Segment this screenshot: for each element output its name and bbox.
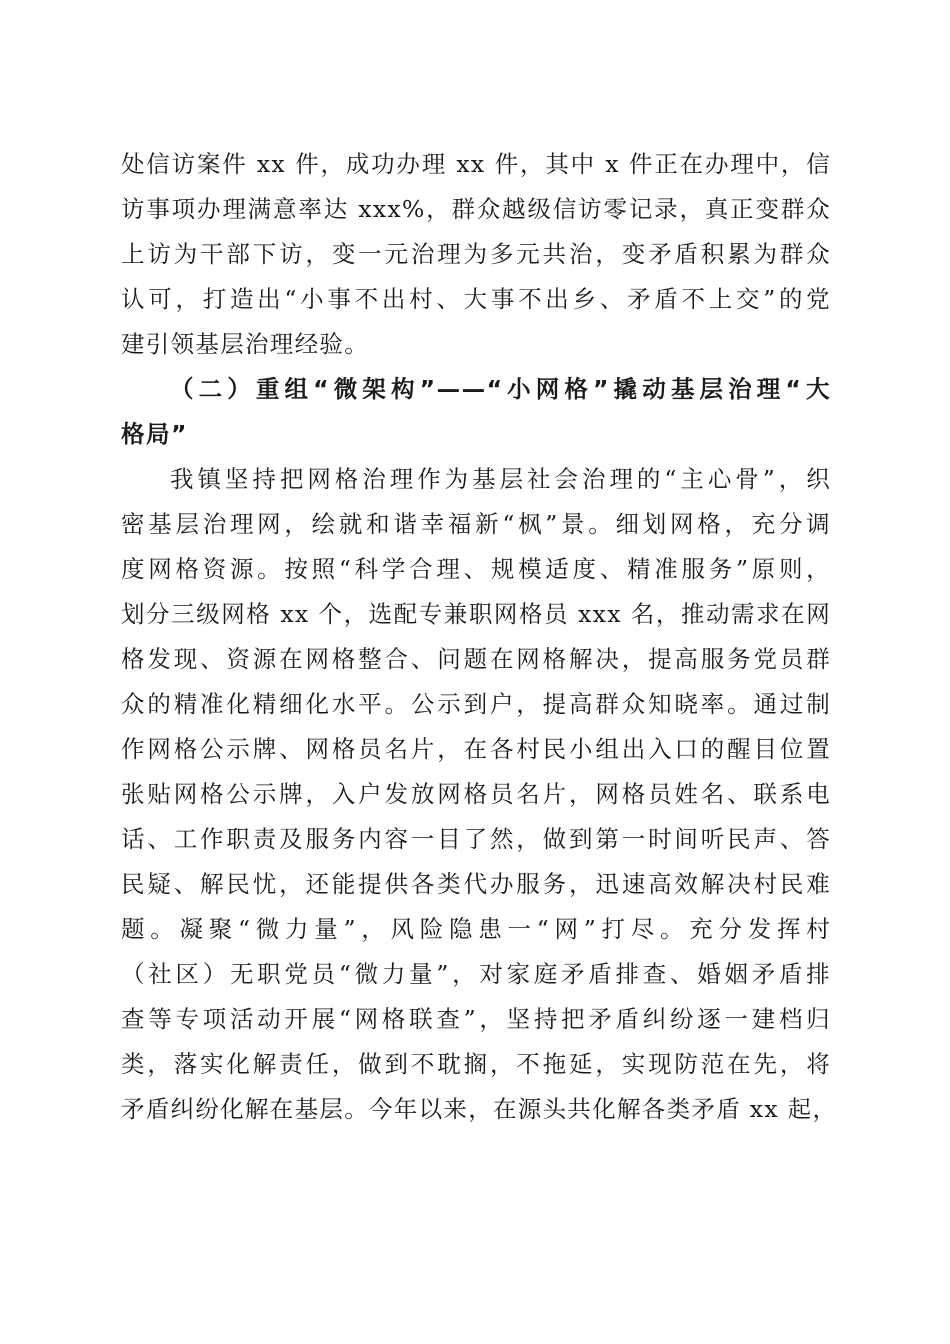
text-line: 题。凝聚“微力量”，风险隐患一“网”打尽。充分发挥村 — [121, 915, 831, 943]
heading-line: 格局” — [121, 420, 188, 448]
paragraph-continued — [121, 142, 831, 367]
text-line: 话、工作职责及服务内容一目了然，做到第一时间听民声、答 — [121, 825, 831, 853]
text-line: 划分三级网格 xx 个，选配专兼职网格员 xxx 名，推动需求在网 — [121, 600, 831, 628]
text-line: 格发现、资源在网格整合、问题在网格解决，提高服务党员群 — [121, 645, 831, 673]
text-line: 度网格资源。按照“科学合理、规模适度、精准服务”原则， — [121, 555, 831, 583]
paragraph-grid-governance — [121, 457, 838, 1132]
text-line: 我镇坚持把网格治理作为基层社会治理的“主心骨”，织 — [170, 465, 831, 493]
text-line: 矛盾纠纷化解在基层。今年以来，在源头共化解各类矛盾 xx 起， — [121, 1095, 838, 1123]
text-line: 上访为干部下访，变一元治理为多元共治，变矛盾积累为群众 — [121, 240, 831, 268]
text-line: 民疑、解民忧，还能提供各类代办服务，迅速高效解决村民难 — [121, 870, 831, 898]
text-line: 作网格公示牌、网格员名片，在各村民小组出入口的醒目位置 — [121, 735, 831, 763]
text-line: 张贴网格公示牌，入户发放网格员名片，网格员姓名、联系电 — [121, 780, 831, 808]
section-heading — [121, 367, 831, 457]
text-line: 密基层治理网，绘就和谐幸福新“枫”景。细划网格，充分调 — [121, 510, 831, 538]
text-line: 建引领基层治理经验。 — [121, 330, 369, 358]
document-body — [121, 142, 838, 1132]
text-line: 访事项办理满意率达 xxx%，群众越级信访零记录，真正变群众 — [121, 195, 831, 223]
text-line: 查等专项活动开展“网格联查”，坚持把矛盾纠纷逐一建档归 — [121, 1005, 831, 1033]
text-line: （社区）无职党员“微力量”，对家庭矛盾排查、婚姻矛盾排 — [121, 960, 831, 988]
text-line: 处信访案件 xx 件，成功办理 xx 件，其中 x 件正在办理中，信 — [121, 150, 831, 178]
text-line: 众的精准化精细化水平。公示到户，提高群众知晓率。通过制 — [121, 690, 831, 718]
text-line: 认可，打造出“小事不出村、大事不出乡、矛盾不上交”的党 — [121, 285, 831, 313]
heading-line: （二）重组“微架构”——“小网格”撬动基层治理“大 — [170, 375, 831, 403]
text-line: 类，落实化解责任，做到不耽搁，不拖延，实现防范在先，将 — [121, 1050, 831, 1078]
